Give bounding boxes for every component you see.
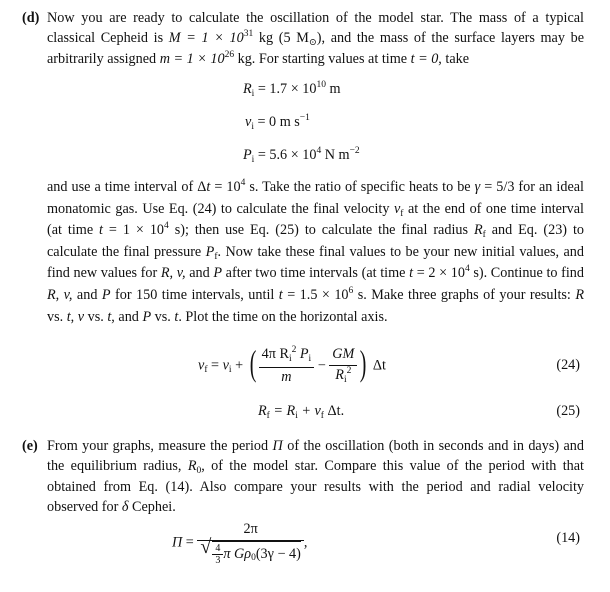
part-d-label: (d) xyxy=(22,10,40,26)
equation-25-number: (25) xyxy=(556,403,580,419)
initial-pressure: $P_i = 5.6 \times 10^4$ N $m^{-2}$ xyxy=(243,146,360,165)
equation-24: $v_f = v_i$ + ( $\frac{4\pi R_i^2 P_i}{m}$ − $\frac{GM}{R_i^2}$ ) Δt xyxy=(198,343,386,385)
part-d-intro: Now you are ready to calculate the oscillation of the model star. The mass of a typical classical Cepheid is $M = 1 \times 10^{31}$ kg (5 $M_⊙$), and the mass of the surface layers may be arbitrarily assigned $m = 1 \times 10^{26}$ kg. For starting values at time t = 0, take xyxy=(47,10,585,68)
equation-25: $R_f = R_i + v_f$ Δt. xyxy=(258,403,345,421)
initial-radius: $R_i = 1.7 \times 10^{10}$ m xyxy=(243,80,341,99)
equation-14: Π = 2π √ $\frac{4}{3}$ π $G\rho_0(3\gamma - 4)$ , xyxy=(172,521,308,566)
initial-velocity: $v_i = 0$ m $s^{-1}$ xyxy=(245,113,310,132)
equation-14-number: (14) xyxy=(556,530,580,546)
part-d-paragraph2: and use a time interval of $\Delta t = 10^4$ s. Take the ratio of specific heats to be γ = 5/3 for an ideal monatomic gas. Use Eq. (24) to calculate the final velocity $v_f$ at the end of one time interval (at time $t = 1 \times 10^4$ s); then use Eq. (25) to calculate the final radius $R_f$ and Eq. (23) to calculate the final pressure $P_f$. Now take these final values to be your new initial values, and find new values for R, v, and P after two time intervals (at time $t = 2 \times 10^4$ s). Continue to find R, v, and P for 150 time intervals, until $t = 1.5 \times 10^6$ s. Make three graphs of your results: R vs. t, v vs. t, and P vs. t. Plot the time on the horizontal axis. xyxy=(47,178,585,325)
part-e: (e) From your graphs, measure the period Π of the oscillation (both in seconds and in days) and the equilibrium radius, $R_0$, of the model star. Compare this value of the period with that obtained from Eq. (14). Also compare your results with the period and radial velocity observed for δ Cephei. xyxy=(22,438,584,515)
part-d xyxy=(22,9,584,72)
equation-24-number: (24) xyxy=(556,357,580,373)
part-e-label: (e) xyxy=(22,438,38,454)
